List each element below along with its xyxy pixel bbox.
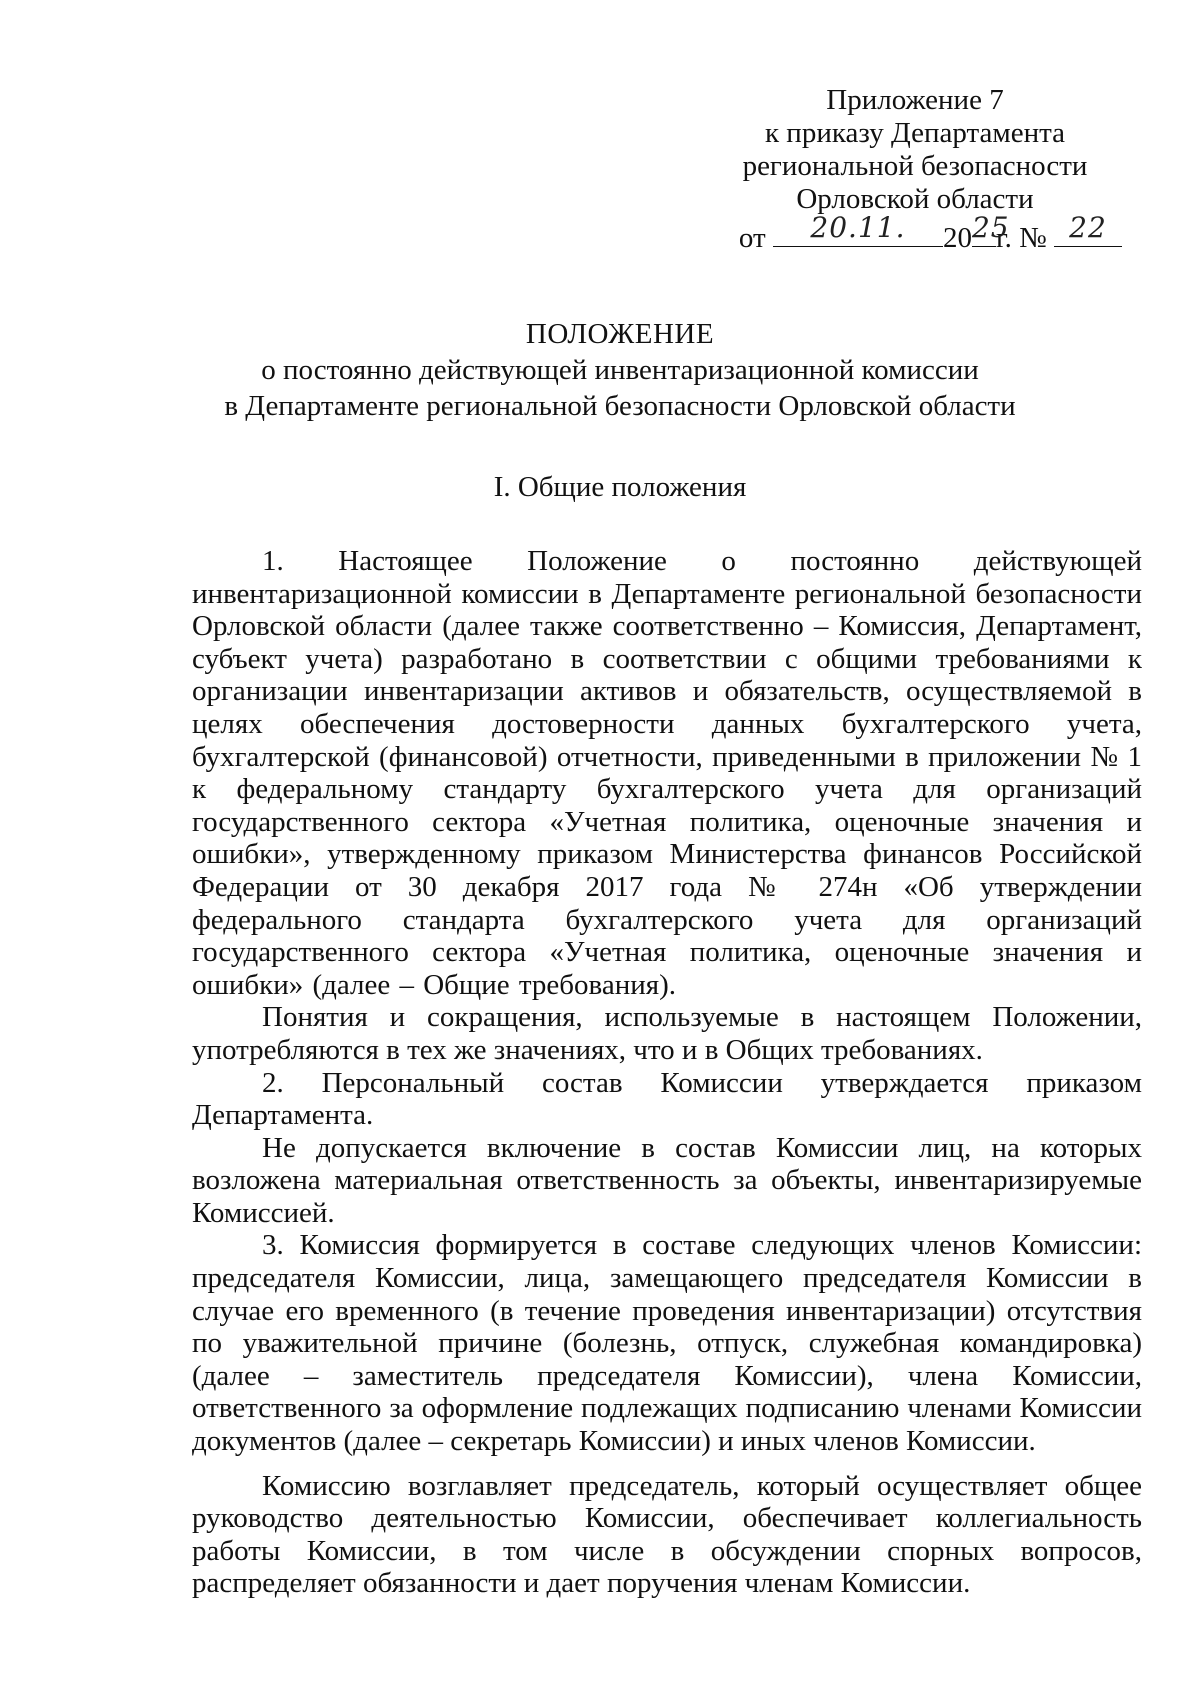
- paragraph-5: 3. Комиссия формируется в составе следующих членов Комиссии: председателя Комиссии, лица, замещающего председателя Комиссии в случае его временного (в течение проведения инвентаризации) отсутствия по уважительной причине (болезнь, отпуск, служебная командировка) (далее – заместитель председателя Комиссии), члена Комиссии, ответственного за оформление подлежащих подписанию членами Комиссии документов (далее – секретарь Комиссии) и иных членов Комиссии.: [192, 1229, 1142, 1458]
- paragraph-2: Понятия и сокращения, используемые в настоящем Положении, употребляются в тех же значениях, что и в Общих требованиях.: [192, 1001, 1142, 1066]
- paragraph-1: 1. Настоящее Положение о постоянно действующей инвентаризационной комиссии в Департаменте региональной безопасности Орловской области (далее также соответственно – Комиссия, Департамент, субъект учета) разработано в соответствии с общими требованиями к организации инвентаризации активов и обязательств, осуществляемой в целях обеспечения достоверности данных бухгалтерского учета, бухгалтерской (финансовой) отчетности, приведенными в приложении № 1 к федеральному стандарту бухгалтерского учета для организаций государственного сектора «Учетная политика, оценочные значения и ошибки», утвержденному приказом Министерства финансов Российской Федерации от 30 декабря 2017 года № 274н «Об утверждении федерального стандарта бухгалтерского учета для организаций государственного сектора «Учетная политика, оценочные значения и ошибки» (далее – Общие требования).: [192, 545, 1142, 1001]
- section-heading: I. Общие положения: [493, 471, 747, 503]
- handwritten-date: 20.11.: [810, 211, 906, 244]
- year-suffix: г. №: [995, 222, 1047, 254]
- number-blank: [1054, 211, 1122, 247]
- year-blank: [971, 211, 1010, 247]
- document-subtitle-line-2: в Департаменте региональной безопасности Орловской области: [224, 390, 1016, 422]
- document-subtitle-line-1: о постоянно действующей инвентаризационной комиссии: [261, 354, 979, 386]
- date-blank: [773, 211, 943, 247]
- document-title-block: [180, 316, 1060, 424]
- document-body: [192, 545, 1142, 1600]
- paragraph-4: Не допускается включение в состав Комиссии лиц, на которых возложена материальная ответственность за объекты, инвентаризируемые Комиссией.: [192, 1131, 1142, 1229]
- attachment-line-2: к приказу Департамента: [764, 117, 1066, 149]
- attachment-line-4: Орловской области: [796, 183, 1034, 215]
- year-prefix: 20: [942, 222, 972, 254]
- attachment-block: [690, 84, 1140, 255]
- handwritten-number: 22: [1069, 211, 1107, 244]
- document-title: ПОЛОЖЕНИЕ: [525, 318, 715, 350]
- attachment-line-3: региональной безопасности: [742, 150, 1088, 182]
- paragraph-3: 2. Персональный состав Комиссии утверждается приказом Департамента.: [192, 1066, 1142, 1132]
- handwritten-year: 25: [971, 211, 1010, 244]
- paragraph-6: Комиссию возглавляет председатель, который осуществляет общее руководство деятельностью Комиссии, обеспечивает коллегиальность работы Комиссии, в том числе в обсуждении спорных вопросов, распределяет обязанности и дает поручения членам Комиссии.: [192, 1469, 1142, 1600]
- order-date-line: [690, 211, 1140, 255]
- date-prefix: от: [738, 222, 766, 254]
- attachment-line-1: Приложение 7: [826, 84, 1004, 116]
